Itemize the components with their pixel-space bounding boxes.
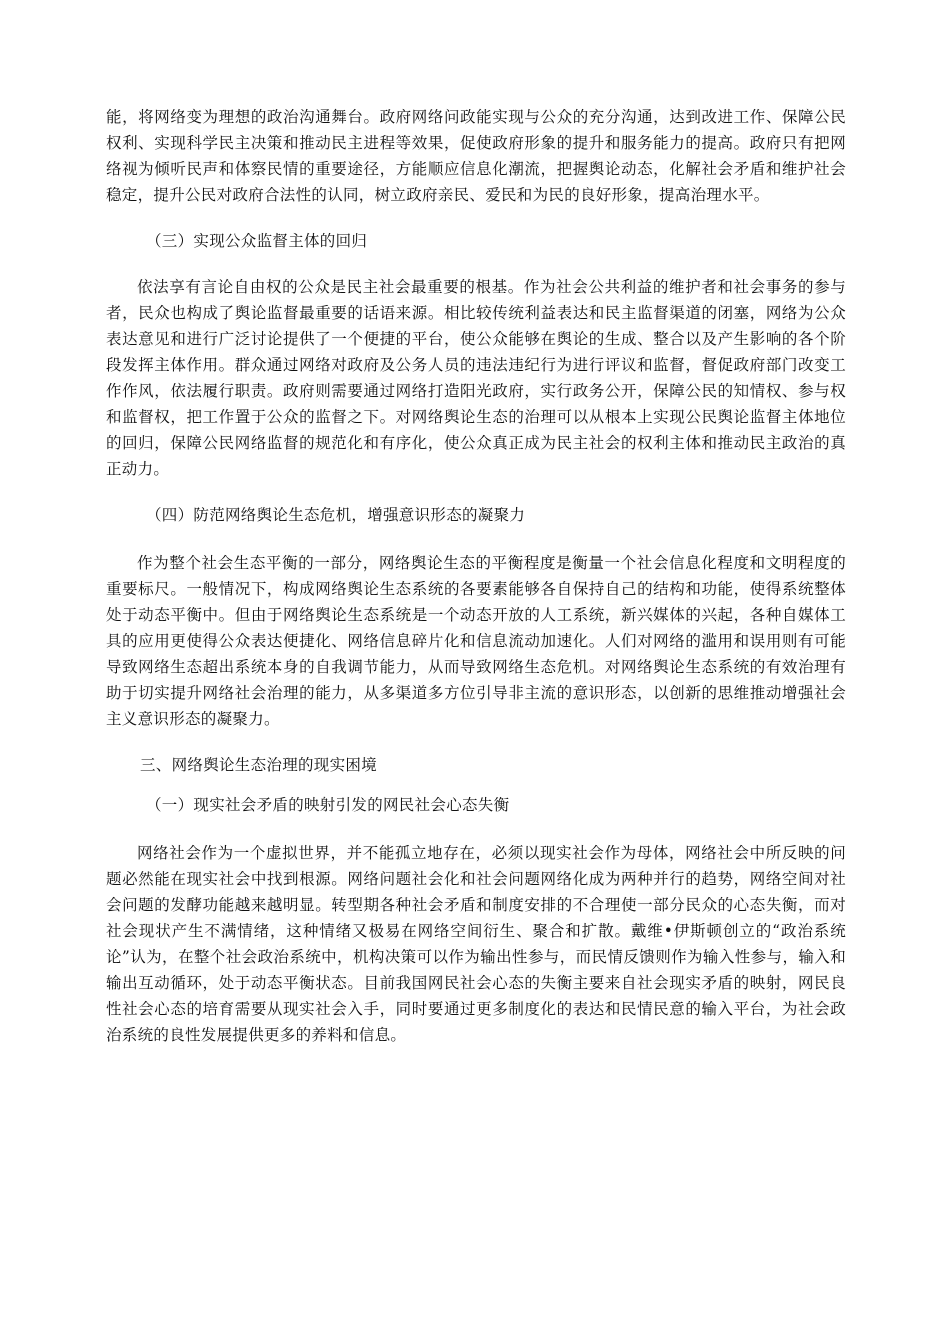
paragraph-public-supervision: 依法享有言论自由权的公众是民主社会最重要的根基。作为社会公共利益的维护者和社会事务的参与者，民众也构成了舆论监督最重要的话语来源。相比较传统利益表达和民主监督渠道的闭塞，网络为公众表达意见和进行广泛讨论提供了一个便捷的平台，使公众能够在舆论的生成、整合以及产生影响的各个阶段发挥主体作用。群众通过网络对政府及公务人员的违法违纪行为进行评议和监督，督促政府部门改变工作作风，依法履行职责。政府则需要通过网络打造阳光政府，实行政务公开，保障公民的知情权、参与权和监督权，把工作置于公众的监督之下。对网络舆论生态的治理可以从根本上实现公民舆论监督主体地位的回归，保障公民网络监督的规范化和有序化，使公众真正成为民主社会的权利主体和推动民主政治的真正动力。 (106, 278, 846, 478)
paragraph-ecology-crisis: 作为整个社会生态平衡的一部分，网络舆论生态的平衡程度是衡量一个社会信息化程度和文明程度的重要标尺。一般情况下，构成网络舆论生态系统的各要素能够各自保持自己的结构和功能，使得系统整体处于动态平衡中。但由于网络舆论生态系统是一个动态开放的人工系统，新兴媒体的兴起，各种自媒体工具的应用更使得公众表达便捷化、网络信息碎片化和信息流动加速化。人们对网络的滥用和误用则有可能导致网络生态超出系统本身的自我调节能力，从而导致网络生态危机。对网络舆论生态系统的有效治理有助于切实提升网络社会治理的能力，从多渠道多方位引导非主流的意识形态，以创新的思维推动增强社会主义意识形态的凝聚力。 (106, 554, 846, 728)
subheading-3: （三）实现公众监督主体的回归 (146, 232, 368, 250)
section-heading-3: 三、网络舆论生态治理的现实困境 (140, 756, 378, 774)
document-page (106, 104, 846, 1048)
subheading-4: （四）防范网络舆论生态危机，增强意识形态的凝聚力 (146, 506, 526, 524)
paragraph-continuation: 能，将网络变为理想的政治沟通舞台。政府网络问政能实现与公众的充分沟通，达到改进工作、保障公民权利、实现科学民主决策和推动民主进程等效果，促使政府形象的提升和服务能力的提高。政府只有把网络视为倾听民声和体察民情的重要途径，方能顺应信息化潮流，把握舆论动态，化解社会矛盾和维护社会稳定，提升公民对政府合法性的认同，树立政府亲民、爱民和为民的良好形象，提高治理水平。 (106, 108, 846, 204)
subheading-3-1: （一）现实社会矛盾的映射引发的网民社会心态失衡 (146, 796, 510, 814)
paragraph-social-mentality: 网络社会作为一个虚拟世界，并不能孤立地存在，必须以现实社会作为母体，网络社会中所反映的问题必然能在现实社会中找到根源。网络问题社会化和社会问题网络化成为两种并行的趋势，网络空间对社会问题的发酵功能越来越明显。转型期各种社会矛盾和制度安排的不合理使一部分民众的心态失衡，而对社会现状产生不满情绪，这种情绪又极易在网络空间衍生、聚合和扩散。戴维•伊斯顿创立的“政治系统论”认为，在整个社会政治系统中，机构决策可以作为输出性参与，而民情反馈则作为输入性参与，输入和输出互动循环，处于动态平衡状态。目前我国网民社会心态的失衡主要来自社会现实矛盾的映射，网民良性社会心态的培育需要从现实社会入手，同时要通过更多制度化的表达和民情民意的输入平台，为社会政治系统的良性发展提供更多的养料和信息。 (106, 844, 846, 1044)
